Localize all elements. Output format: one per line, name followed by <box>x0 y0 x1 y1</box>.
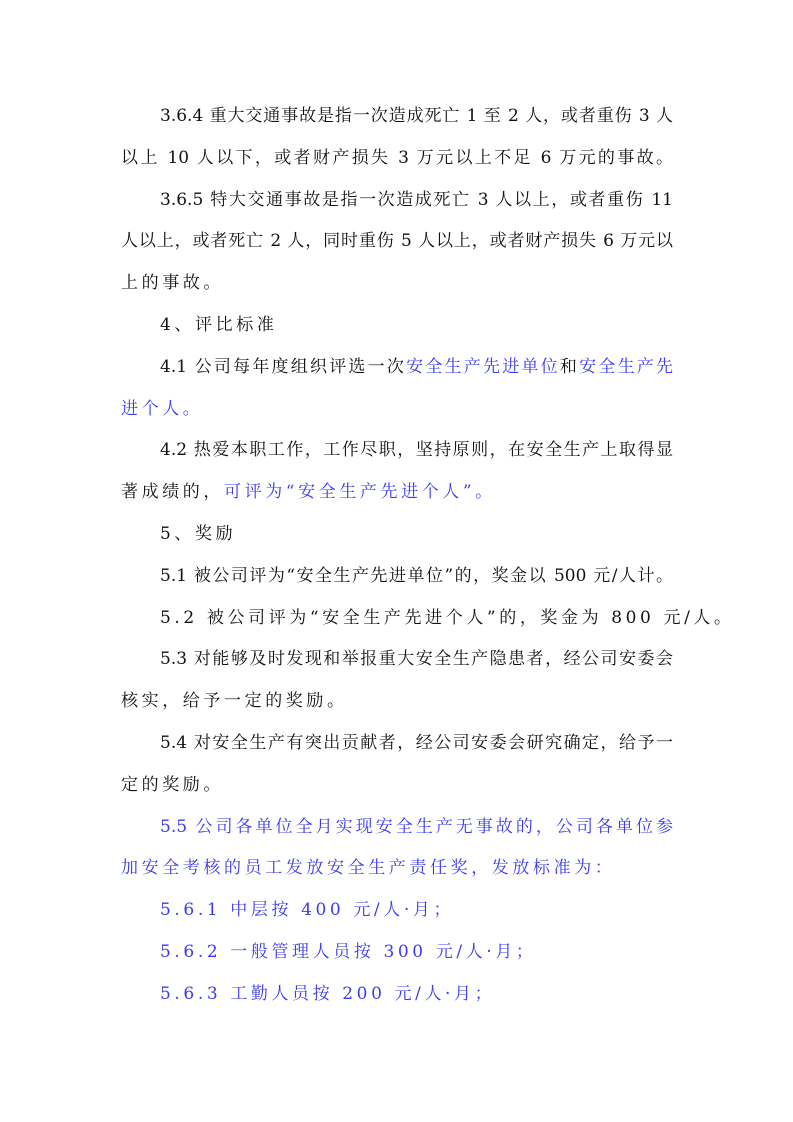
text-line <box>121 472 673 514</box>
text-line <box>121 138 673 180</box>
highlighted-text: 进个人。 <box>121 398 204 419</box>
text-line <box>121 639 673 681</box>
text-line <box>121 723 673 765</box>
text-line <box>121 681 673 723</box>
highlighted-text: 可评为“安全生产先进个人”。 <box>224 482 496 503</box>
text-segment: 4、评比标准 <box>160 314 278 335</box>
text-line <box>121 514 673 556</box>
text-segment: 核实，给予一定的奖励。 <box>121 691 348 712</box>
text-segment: 上的事故。 <box>121 273 224 294</box>
text-line <box>121 807 673 849</box>
text-segment: 4.2 热爱本职工作，工作尽职，坚持原则，在安全生产上取得显 <box>160 440 673 461</box>
text-line <box>121 180 673 222</box>
highlighted-text: 5.6.3 工勤人员按 200 元/人·月； <box>160 983 496 1004</box>
text-segment: 人以上，或者死亡 2 人，同时重伤 5 人以上，或者财产损失 6 万元以 <box>121 231 673 252</box>
text-segment: 以上 10 人以下，或者财产损失 3 万元以上不足 6 万元的事故。 <box>121 147 673 168</box>
text-line <box>121 765 673 807</box>
text-line <box>121 305 673 347</box>
highlighted-text: 安全生产先 <box>579 356 673 377</box>
text-line <box>121 96 673 138</box>
text-line <box>121 430 673 472</box>
highlighted-text: 安全生产先进单位 <box>406 356 560 377</box>
text-line <box>121 932 673 974</box>
text-segment: 和 <box>559 356 580 377</box>
text-line <box>121 389 673 431</box>
text-segment: 3.6.4 重大交通事故是指一次造成死亡 1 至 2 人，或者重伤 3 人 <box>160 106 673 126</box>
text-segment: 5.4 对安全生产有突出贡献者，经公司安委会研究确定，给予一 <box>160 732 673 753</box>
text-segment: 3.6.5 特大交通事故是指一次造成死亡 3 人以上，或者重伤 11 <box>160 189 673 210</box>
highlighted-text: 加安全考核的员工发放安全生产责任奖，发放标准为： <box>121 858 616 879</box>
highlighted-text: 5.6.1 中层按 400 元/人·月； <box>160 900 455 921</box>
text-line <box>121 890 673 932</box>
text-segment: 5.2 被公司评为“安全生产先进个人”的，奖金为 800 元/人。 <box>160 607 735 628</box>
text-line <box>121 848 673 890</box>
text-segment: 定的奖励。 <box>121 774 224 795</box>
text-segment: 5.1 被公司评为“安全生产先进单位”的，奖金以 500 元/人计。 <box>160 565 673 586</box>
text-segment: 5、奖励 <box>160 523 237 544</box>
text-segment: 4.1 公司每年度组织评选一次 <box>160 356 407 377</box>
highlighted-text: 5.5 公司各单位全月实现安全生产无事故的，公司各单位参 <box>160 816 673 837</box>
text-line <box>121 598 735 640</box>
text-line <box>121 221 673 263</box>
highlighted-text: 5.6.2 一般管理人员按 300 元/人·月； <box>160 941 537 962</box>
text-line <box>121 974 673 1016</box>
document-body <box>121 96 735 1016</box>
text-line <box>121 347 673 389</box>
text-line <box>121 263 673 305</box>
text-segment: 著成绩的， <box>121 482 224 503</box>
text-line <box>121 556 673 598</box>
text-segment: 5.3 对能够及时发现和举报重大安全生产隐患者，经公司安委会 <box>160 649 673 670</box>
